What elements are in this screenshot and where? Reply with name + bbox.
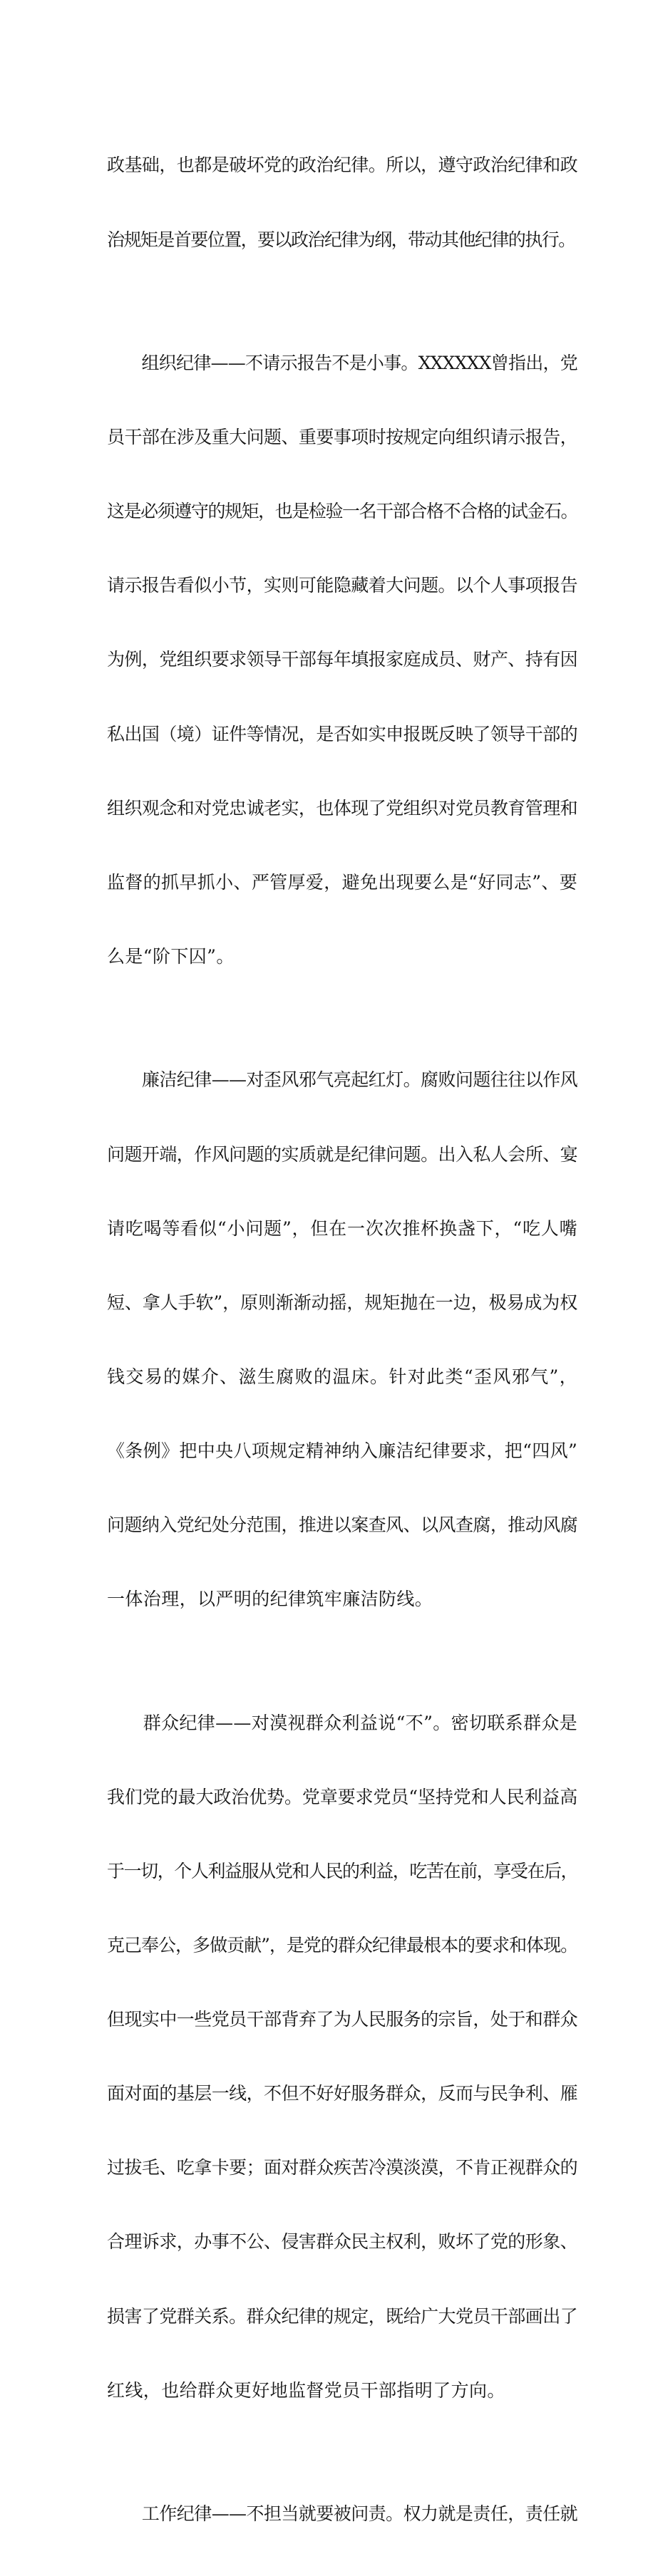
text-line: 问题纳入党纪处分范围，推进以案查风、以风查腐，推动风腐 (107, 1515, 577, 1536)
text-line: 《条例》把中央八项规定精神纳入廉洁纪律要求，把“四风” (107, 1440, 577, 1461)
paragraph-work-discipline (107, 2453, 577, 2576)
text-line: 问题开端，作风问题的实质就是纪律问题。出入私人会所、宴 (107, 1143, 577, 1165)
paragraph-organizational-discipline (107, 302, 577, 1019)
text-line: 短、拿人手软”，原则渐渐动摇，规矩抛在一边，极易成为权 (107, 1292, 577, 1313)
text-line: 请吃喝等看似“小问题”，但在一次次推杯换盏下，“吃人嘴 (107, 1217, 577, 1239)
paragraph-integrity-discipline (107, 1019, 577, 1661)
text-line: 损害了党群关系。群众纪律的规定，既给广大党员干部画出了 (107, 2305, 577, 2327)
paragraph-political-discipline-tail (107, 104, 577, 302)
text-line: 组织观念和对党忠诚老实，也体现了党组织对党员教育管理和 (107, 797, 577, 819)
text-line: 廉洁纪律——对歪风邪气亮起红灯。腐败问题往往以作风 (107, 1069, 577, 1091)
text-line: 但现实中一些党员干部背弃了为人民服务的宗旨，处于和群众 (107, 2009, 577, 2030)
text-line: 合理诉求，办事不公、侵害群众民主权利，败坏了党的形象、 (107, 2231, 577, 2253)
text-line: 员干部在涉及重大问题、重要事项时按规定向组织请示报告， (107, 427, 577, 448)
text-line: 于一切，个人利益服从党和人民的利益，吃苦在前，享受在后， (107, 1860, 577, 1881)
document-page (107, 104, 577, 2576)
text-line: 我们党的最大政治优势。党章要求党员“坚持党和人民利益高 (107, 1786, 577, 1807)
text-line: 克己奉公，多做贡献”，是党的群众纪律最根本的要求和体现。 (107, 1935, 577, 1956)
text-line: 钱交易的媒介、滋生腐败的温床。针对此类“歪风邪气”， (107, 1366, 577, 1387)
text-line: 群众纪律——对漠视群众利益说“不”。密切联系群众是 (107, 1712, 577, 1733)
text-line: 组织纪律——不请示报告不是小事。XXXXXX曾指出，党 (107, 353, 577, 374)
text-line: 治规矩是首要位置，要以政治纪律为纲，带动其他纪律的执行。 (107, 229, 575, 250)
text-line: 面对面的基层一线，不但不好好服务群众，反而与民争利、雁 (107, 2083, 577, 2104)
text-line: 红线，也给群众更好地监督党员干部指明了方向。 (107, 2379, 505, 2401)
text-line: 私出国（境）证件等情况，是否如实申报既反映了领导干部的 (107, 723, 577, 744)
text-line: 工作纪律——不担当就要被问责。权力就是责任，责任就 (107, 2503, 577, 2525)
text-line: 一体治理，以严明的纪律筑牢廉洁防线。 (107, 1589, 433, 1610)
text-line: 这是必须遵守的规矩，也是检验一名干部合格不合格的试金石。 (107, 501, 577, 522)
text-line: 政基础，也都是破坏党的政治纪律。所以，遵守政治纪律和政 (107, 155, 577, 176)
text-line: 么是“阶下囚”。 (107, 945, 235, 967)
text-line: 监督的抓早抓小、严管厚爱，避免出现要么是“好同志”、要 (107, 871, 577, 893)
paragraph-mass-discipline (107, 1661, 577, 2453)
text-line: 为例，党组织要求领导干部每年填报家庭成员、财产、持有因 (107, 649, 577, 670)
text-line: 过拔毛、吃拿卡要；面对群众疾苦冷漠淡漠，不肯正视群众的 (107, 2157, 577, 2178)
text-line: 请示报告看似小节，实则可能隐藏着大问题。以个人事项报告 (107, 575, 577, 596)
